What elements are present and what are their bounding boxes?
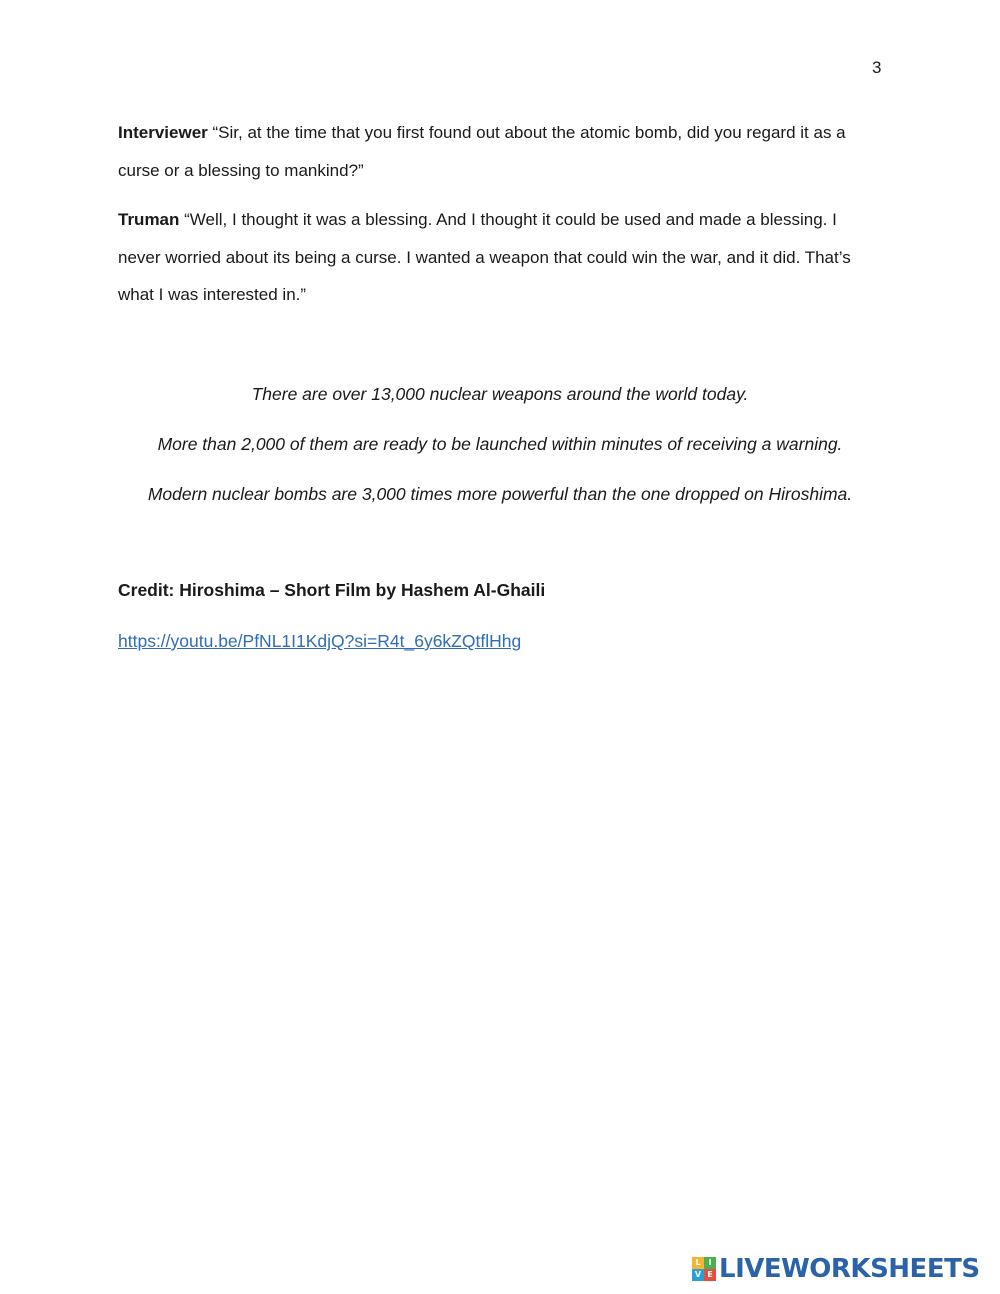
liveworksheets-logo <box>692 1254 980 1284</box>
liveworksheets-logo-text: LIVEWORKSHEETS <box>719 1254 980 1284</box>
liveworksheets-logo-icon <box>692 1257 716 1281</box>
fact-line: More than 2,000 of them are ready to be launched within minutes of receiving a warning. <box>157 434 843 454</box>
logo-mark-letter: L <box>692 1257 704 1269</box>
credit-line: Credit: Hiroshima – Short Film by Hashem Al-Ghaili <box>118 580 546 600</box>
logo-mark-letter: V <box>692 1269 704 1281</box>
video-link[interactable]: https://youtu.be/PfNL1I1KdjQ?si=R4t_6y6kZQtflHhg <box>118 631 522 651</box>
interviewer-quote: “Sir, at the time that you first found out about the atomic bomb, did you regard it as a curse or a blessing to mankind?” <box>118 123 846 180</box>
page-number: 3 <box>872 58 882 77</box>
truman-quote: “Well, I thought it was a blessing. And I thought it could be used and made a blessing. I never worried about its being a curse. I wanted a weapon that could win the war, and it did. That’s what I was interested in.” <box>118 210 851 304</box>
truman-speaker-label: Truman <box>118 210 180 229</box>
truman-paragraph <box>118 201 883 314</box>
fact-line: There are over 13,000 nuclear weapons around the world today. <box>251 384 749 404</box>
facts-block <box>0 375 1000 525</box>
fact-line: Modern nuclear bombs are 3,000 times more powerful than the one dropped on Hiroshima. <box>147 484 853 504</box>
logo-mark-letter: E <box>704 1269 716 1281</box>
interviewer-speaker-label: Interviewer <box>118 123 208 142</box>
interviewer-paragraph <box>118 114 883 189</box>
logo-mark-letter: I <box>704 1257 716 1269</box>
